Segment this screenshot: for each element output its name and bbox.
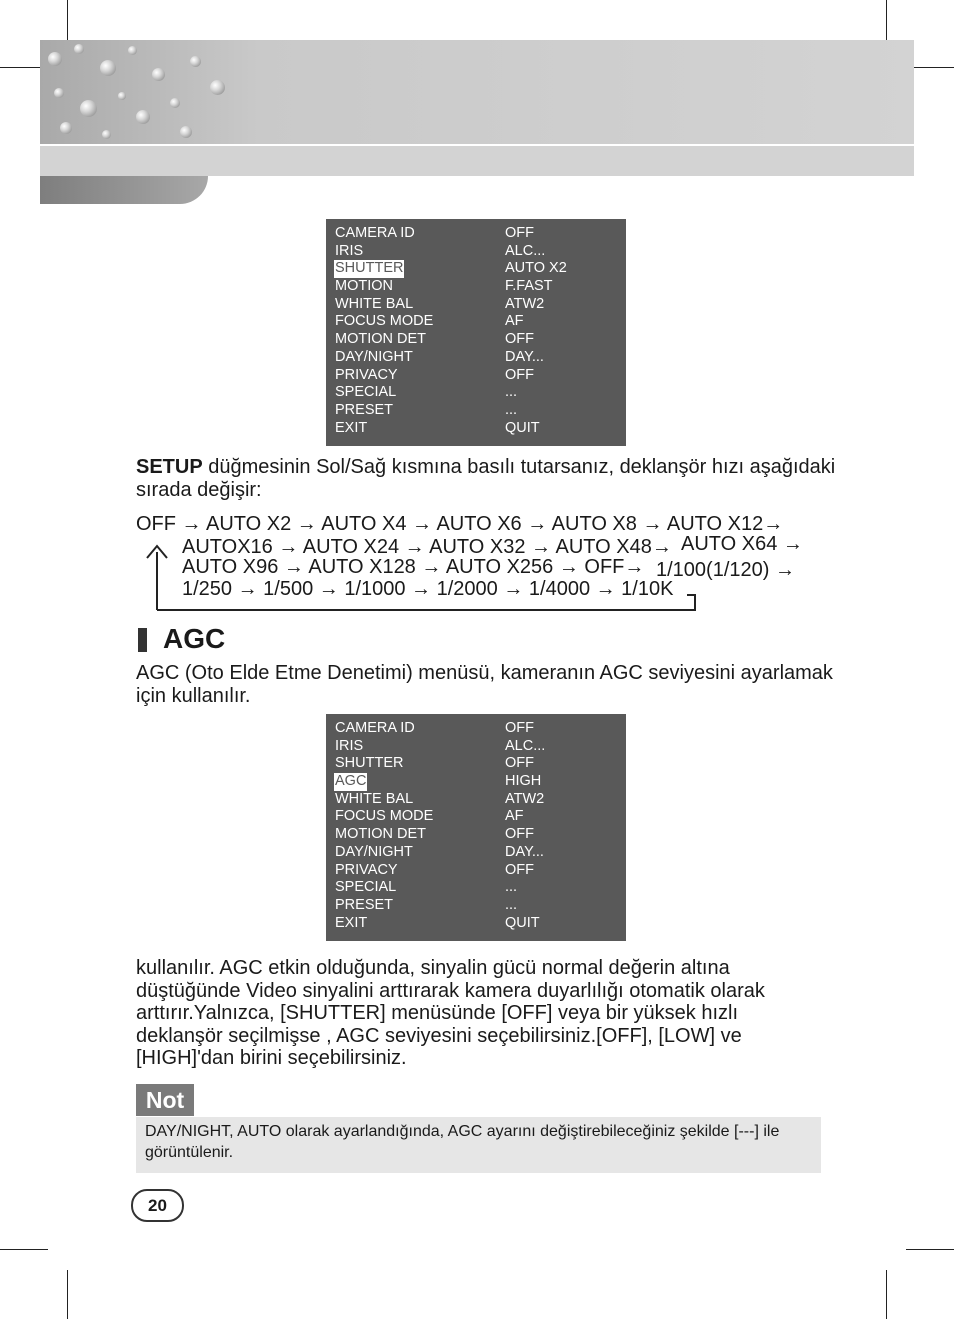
osd-menu-shutter: [326, 219, 626, 446]
setup-keyword: SETUP: [136, 456, 203, 478]
menu-label: CAMERA ID: [335, 225, 415, 241]
menu-row: [326, 826, 626, 844]
section-marker: [138, 628, 147, 652]
menu-label: FOCUS MODE: [335, 313, 434, 330]
header-tab: [40, 176, 208, 204]
menu-row: [326, 278, 626, 296]
menu-row-selected: [326, 260, 626, 278]
menu-row: [326, 720, 626, 738]
menu-label: SHUTTER: [335, 755, 404, 772]
menu-row: [326, 738, 626, 756]
menu-value: OFF: [505, 366, 534, 383]
menu-value: AF: [505, 808, 524, 825]
menu-row: [326, 844, 626, 862]
menu-row: [326, 349, 626, 367]
menu-label: MOTION DET: [335, 826, 427, 843]
agc-intro: AGC (Oto Elde Etme Denetimi) menüsü, kameranın AGC seviyesini ayarlamak için kullanılır.: [136, 662, 833, 707]
menu-value: OFF: [505, 225, 534, 241]
menu-row: [326, 420, 626, 438]
menu-row: [326, 862, 626, 880]
sequence-line-1: OFF → AUTO X2 → AUTO X4 → AUTO X6 → AUTO X8 → AUTO X12→: [136, 513, 784, 535]
menu-value: ALC...: [505, 242, 546, 259]
menu-label: MOTION DET: [335, 331, 427, 348]
menu-label: IRIS: [335, 242, 364, 259]
sequence-line-2-end: AUTO X64 →: [681, 533, 803, 555]
menu-label: CAMERA ID: [335, 720, 415, 736]
menu-label: WHITE BAL: [335, 790, 414, 807]
menu-label: PRIVACY: [335, 366, 398, 383]
menu-row: [326, 402, 626, 420]
menu-value: OFF: [505, 720, 534, 736]
page-number: 20: [131, 1189, 184, 1222]
menu-row: [326, 296, 626, 314]
menu-label: DAY/NIGHT: [335, 348, 413, 365]
menu-label: SPECIAL: [335, 879, 397, 896]
menu-value: ...: [505, 384, 518, 401]
menu-row: [326, 313, 626, 331]
menu-label: PRIVACY: [335, 861, 398, 878]
menu-row: [326, 915, 626, 933]
menu-value: ...: [505, 896, 518, 913]
menu-label: DAY/NIGHT: [335, 843, 413, 860]
menu-row: [326, 331, 626, 349]
menu-row: [326, 384, 626, 402]
menu-label: WHITE BAL: [335, 295, 414, 312]
sequence-line-3-end: 1/100(1/120) →: [656, 559, 795, 581]
menu-value: ATW2: [505, 790, 545, 807]
menu-value: OFF: [505, 826, 534, 843]
crop-mark: [886, 1270, 887, 1319]
setup-paragraph: [136, 456, 836, 501]
menu-value: ...: [505, 401, 518, 418]
menu-label: MOTION: [335, 278, 393, 295]
sequence-line-4: 1/250 → 1/500 → 1/1000 → 1/2000 → 1/4000 → 1/10K: [182, 578, 674, 600]
menu-value: QUIT: [505, 419, 540, 436]
menu-value: ALC...: [505, 737, 546, 754]
agc-heading: AGC: [163, 623, 226, 654]
menu-label: SPECIAL: [335, 384, 397, 401]
agc-body: kullanılır. AGC etkin olduğunda, sinyalin gücü normal değerin altına düştüğünde Video sinyalini arttırarak kamera duyarlılığı otomatik olarak arttırır.Yalnızca, [SHUTTER] menüsünde [OFF] veya bir yüksek hızlı deklanşör seçilmişse , AGC seviyesini seçebilirsiniz.[OFF], [LOW] ve [HIGH]'dan birini seçebilirsiniz.: [136, 957, 765, 1069]
menu-row: [326, 879, 626, 897]
note-tag: Not: [136, 1084, 194, 1116]
menu-value: F.FAST: [505, 278, 553, 295]
menu-value: DAY...: [505, 843, 544, 860]
crop-mark: [0, 1249, 48, 1250]
menu-row: [326, 791, 626, 809]
menu-label: PRESET: [335, 401, 394, 418]
sequence-line-3: AUTO X96 → AUTO X128 → AUTO X256 → OFF→: [182, 556, 645, 578]
menu-value: QUIT: [505, 914, 540, 931]
crop-mark: [906, 1249, 954, 1250]
menu-value: OFF: [505, 861, 534, 878]
loop-arrow-icon: [140, 540, 700, 615]
menu-row: [326, 755, 626, 773]
menu-row-selected: [326, 773, 626, 791]
menu-label: EXIT: [335, 419, 368, 436]
menu-row: [326, 225, 626, 243]
note-text: DAY/NIGHT, AUTO olarak ayarlandığında, AGC ayarını değiştirebileceğiniz şekilde [---] ile görüntülenir.: [145, 1123, 780, 1161]
menu-label-selected: AGC: [335, 773, 367, 790]
menu-value: AF: [505, 313, 524, 330]
setup-text: düğmesinin Sol/Sağ kısmına basılı tutarsanız, deklanşör hızı aşağıdaki sırada değişir:: [136, 456, 836, 501]
menu-value: DAY...: [505, 348, 544, 365]
menu-row: [326, 808, 626, 826]
menu-row: [326, 897, 626, 915]
menu-value: ...: [505, 879, 518, 896]
menu-row: [326, 243, 626, 261]
menu-value: AUTO X2: [505, 260, 567, 277]
menu-label-selected: SHUTTER: [335, 260, 404, 277]
menu-label: EXIT: [335, 914, 368, 931]
menu-row: [326, 367, 626, 385]
menu-value: OFF: [505, 331, 534, 348]
header-bar: [40, 146, 914, 176]
water-drops-decoration: [40, 40, 270, 144]
menu-label: PRESET: [335, 896, 394, 913]
menu-value: OFF: [505, 755, 534, 772]
menu-label: IRIS: [335, 737, 364, 754]
sequence-line-2: AUTOX16 → AUTO X24 → AUTO X32 → AUTO X48→: [182, 536, 672, 558]
menu-value: HIGH: [505, 773, 542, 790]
osd-menu-agc: [326, 714, 626, 941]
menu-label: FOCUS MODE: [335, 808, 434, 825]
crop-mark: [67, 1270, 68, 1319]
note-box: [136, 1117, 821, 1173]
menu-value: ATW2: [505, 295, 545, 312]
